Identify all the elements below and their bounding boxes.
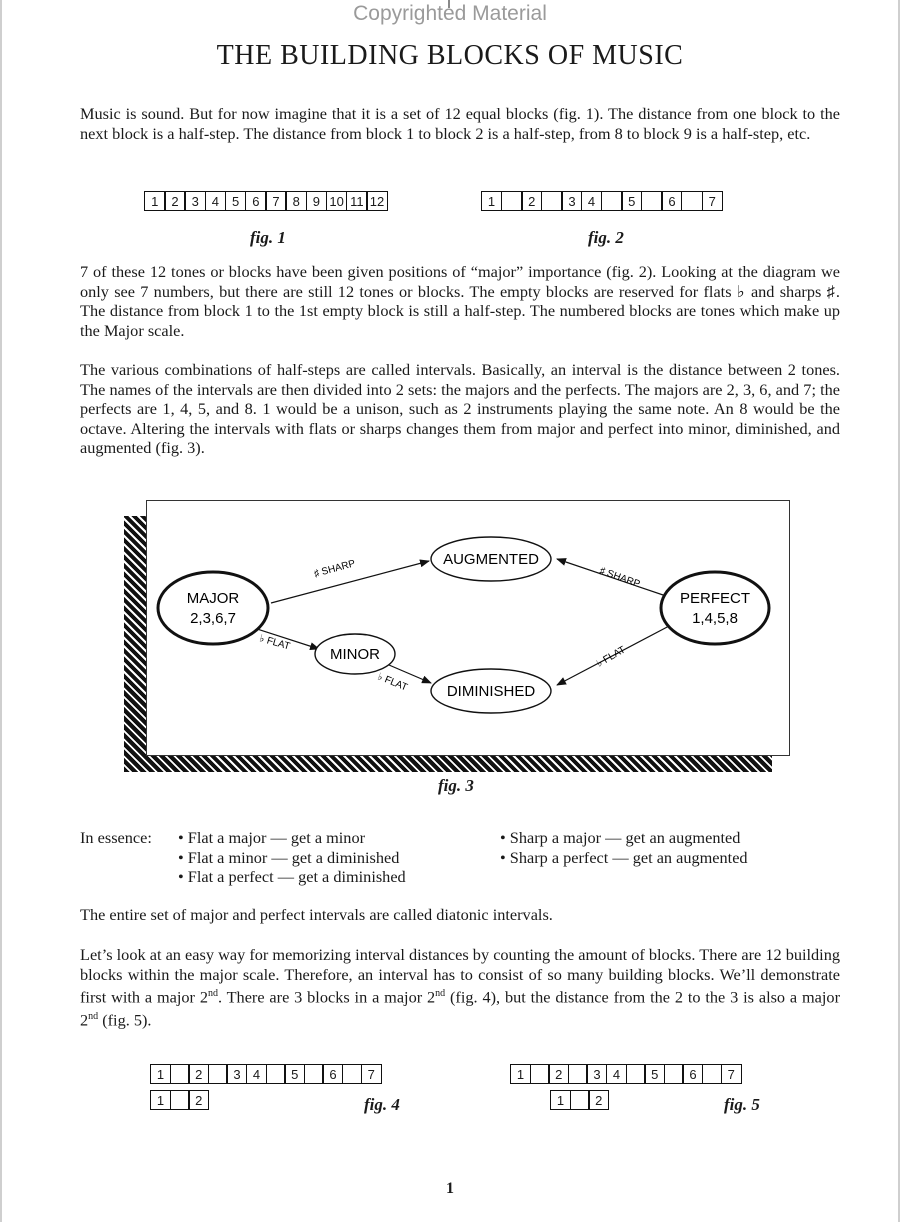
number-block: 3	[226, 1064, 247, 1084]
label-flat-minor: ♭ FLAT	[375, 671, 409, 694]
number-block: 6	[682, 1064, 703, 1084]
number-block: 12	[366, 191, 388, 211]
number-block: 1	[150, 1090, 171, 1110]
number-block: 2	[548, 1064, 569, 1084]
page-edge-left	[0, 0, 2, 1222]
number-block: 4	[246, 1064, 267, 1084]
empty-block	[570, 1090, 590, 1110]
number-block: 4	[606, 1064, 627, 1084]
number-block: 7	[702, 191, 723, 211]
empty-block	[170, 1064, 190, 1084]
node-perfect-title: PERFECT	[679, 590, 751, 607]
empty-block	[641, 191, 663, 211]
page-number: 1	[446, 1180, 454, 1197]
number-block: 2	[188, 1064, 209, 1084]
number-block: 1	[144, 191, 166, 211]
number-block: 10	[326, 191, 348, 211]
label-flat-perfect: ♭ FLAT	[595, 644, 628, 670]
number-block: 7	[265, 191, 287, 211]
essence-item: • Flat a major — get a minor	[178, 828, 366, 847]
node-major-title: MAJOR	[186, 590, 240, 607]
page-title: THE BUILDING BLOCKS OF MUSIC	[216, 40, 684, 71]
number-block: 2	[164, 191, 186, 211]
essence-item: • Sharp a perfect — get an augmented	[500, 847, 748, 867]
empty-block	[664, 1064, 684, 1084]
number-block: 6	[322, 1064, 343, 1084]
node-perfect	[661, 572, 769, 644]
empty-block	[170, 1090, 190, 1110]
empty-block	[342, 1064, 362, 1084]
node-major	[158, 572, 268, 644]
fig2-blocks	[481, 191, 721, 211]
empty-block	[530, 1064, 550, 1084]
number-block: 6	[245, 191, 267, 211]
number-block: 1	[481, 191, 502, 211]
paragraph-4: The entire set of major and perfect intervals are called diatonic intervals.	[80, 905, 553, 924]
number-block: 5	[644, 1064, 665, 1084]
label-sharp-major: ♯ SHARP	[312, 558, 357, 580]
label-flat-major: ♭ FLAT	[258, 633, 292, 653]
node-major-values: 2,3,6,7	[190, 610, 236, 627]
fig4-label: fig. 4	[364, 1095, 400, 1114]
node-perfect-values: 1,4,5,8	[692, 610, 738, 627]
number-block: 3	[184, 191, 206, 211]
fig1-blocks	[144, 191, 386, 211]
fig5-top-blocks	[510, 1064, 740, 1084]
node-diminished-label: DIMINISHED	[446, 683, 536, 700]
number-block: 3	[586, 1064, 607, 1084]
fig5-bottom-blocks	[550, 1090, 608, 1110]
essence-label: In essence:	[80, 828, 152, 847]
interval-diagram-svg	[147, 501, 791, 757]
number-block: 5	[225, 191, 247, 211]
watermark: Copyrighted Material	[353, 2, 547, 25]
fig5-label: fig. 5	[724, 1095, 760, 1114]
fig2-label: fig. 2	[588, 228, 624, 247]
fig1-label: fig. 1	[250, 228, 286, 247]
fig3-label: fig. 3	[438, 776, 474, 795]
empty-block	[626, 1064, 646, 1084]
empty-block	[541, 191, 563, 211]
fig4-top-blocks	[150, 1064, 380, 1084]
number-block: 2	[188, 1090, 209, 1110]
interval-diagram	[146, 500, 790, 756]
node-augmented-label: AUGMENTED	[443, 551, 539, 568]
fig4-bottom-blocks	[150, 1090, 208, 1110]
paragraph-3: The various combinations of half-steps are called intervals. Basically, an interval is the distance between 2 tones. The names of the intervals are then divided into 2 sets: the majors and the perfects. The majors are 2, 3, 6, and 7; the perfects are 1, 4, 5, and 8. 1 would be a unison, such as 2 instruments playing the same note. An 8 would be the octave. Altering the intervals with flats or sharps changes them from major and perfect into minor, diminished, and augmented (fig. 3).	[80, 360, 840, 458]
essence-left-list	[178, 828, 406, 887]
number-block: 4	[205, 191, 227, 211]
empty-block	[568, 1064, 588, 1084]
number-block: 11	[346, 191, 368, 211]
essence-item: • Flat a minor — get a diminished	[178, 847, 400, 867]
number-block: 1	[510, 1064, 531, 1084]
number-block: 1	[150, 1064, 171, 1084]
paragraph-2: 7 of these 12 tones or blocks have been given positions of “major” importance (fig. 2). Looking at the diagram we only see 7 numbers, but there are still 12 tones or blocks. The empty blocks are reserved for flats ♭ and sharps ♯. The distance from block 1 to the 1st empty block is still a half-step. The numbered blocks are tones which make up the Major scale.	[80, 262, 840, 340]
empty-block	[702, 1064, 722, 1084]
number-block: 3	[561, 191, 582, 211]
number-block: 4	[581, 191, 602, 211]
number-block: 7	[361, 1064, 382, 1084]
number-block: 8	[285, 191, 307, 211]
number-block: 9	[306, 191, 328, 211]
number-block: 5	[621, 191, 642, 211]
node-minor-label: MINOR	[330, 646, 380, 663]
number-block: 5	[284, 1064, 305, 1084]
paragraph-1: Music is sound. But for now imagine that it is a set of 12 equal blocks (fig. 1). The distance from one block to the next block is a half-step. The distance from block 1 to block 2 is a half-step, from 8 to block 9 is a half-step, etc.	[80, 104, 840, 143]
paragraph-5: Let’s look at an easy way for memorizing interval distances by counting the amount of blocks. There are 12 building blocks within the major scale. Therefore, an interval has to consist of so many building blocks. We’ll demonstrate first with a major 2nd. There are 3 blocks in a major 2nd (fig. 4), but the distance from the 2 to the 3 is also a major 2nd (fig. 5).	[80, 945, 840, 1030]
number-block: 2	[588, 1090, 609, 1110]
empty-block	[266, 1064, 286, 1084]
number-block: 2	[521, 191, 542, 211]
essence-right-list	[500, 828, 748, 867]
number-block: 6	[661, 191, 682, 211]
empty-block	[681, 191, 703, 211]
empty-block	[601, 191, 623, 211]
label-sharp-perfect: ♯ SHARP	[597, 565, 642, 591]
number-block: 1	[550, 1090, 571, 1110]
empty-block	[208, 1064, 228, 1084]
essence-item: • Flat a perfect — get a diminished	[178, 867, 406, 886]
empty-block	[304, 1064, 324, 1084]
empty-block	[501, 191, 523, 211]
number-block: 7	[721, 1064, 742, 1084]
essence-item: • Sharp a major — get an augmented	[500, 828, 741, 847]
